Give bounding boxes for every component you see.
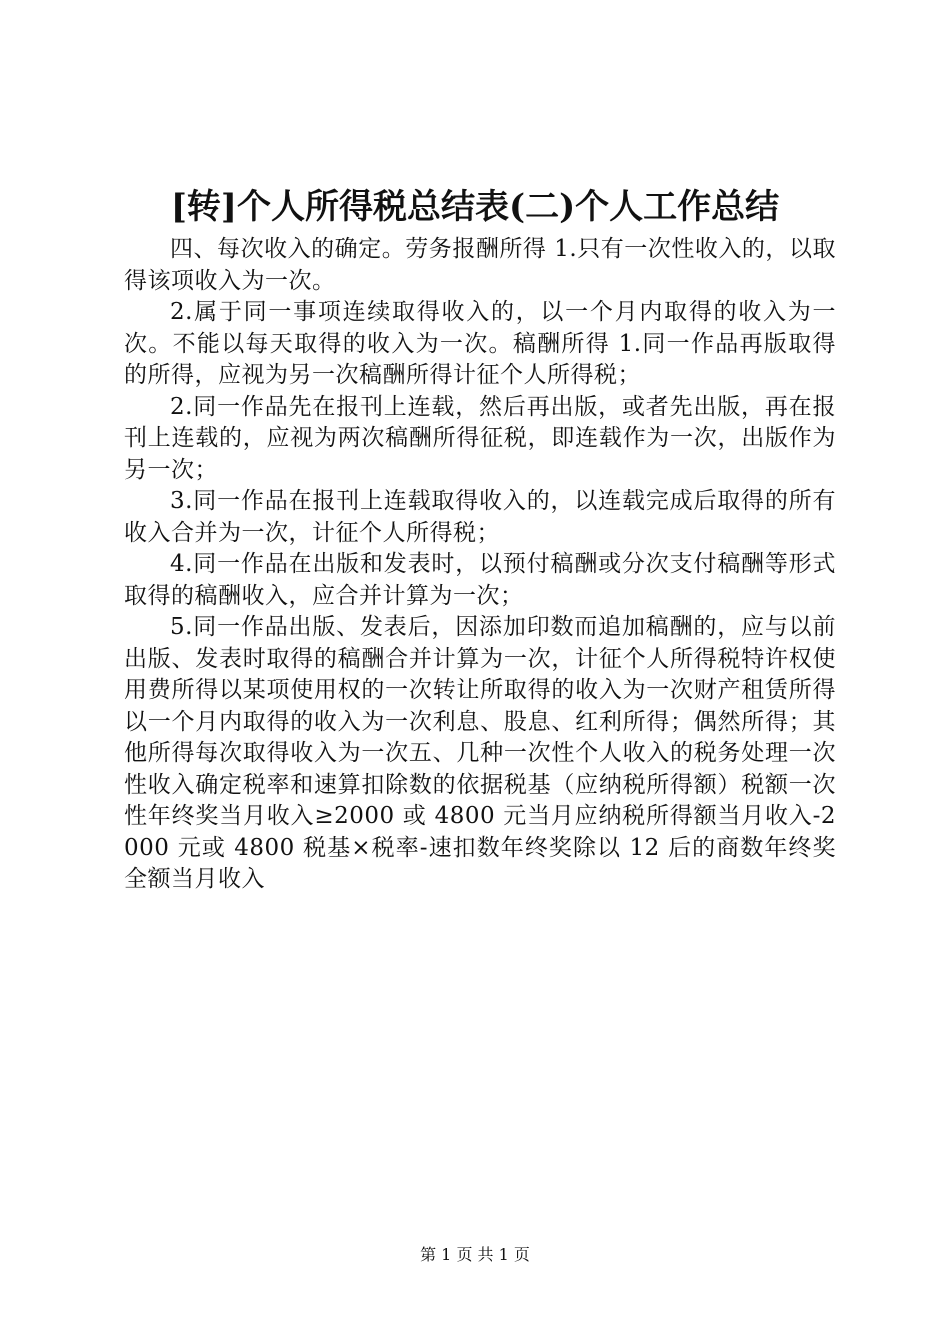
- paragraph: 四、每次收入的确定。劳务报酬所得 1.只有一次性收入的，以取得该项收入为一次。: [124, 236, 836, 294]
- page-footer: 第 1 页 共 1 页: [420, 1245, 530, 1264]
- paragraph: 5.同一作品出版、发表后，因添加印数而追加稿酬的，应与以前出版、发表时取得的稿酬合并计算为一次，计征个人所得税特许权使用费所得以某项使用权的一次转让所取得的收入为一次财产租赁所得以一个月内取得的收入为一次利息、股息、红利所得；偶然所得；其他所得每次取得收入为一次五、几种一次性个人收入的税务处理一次性收入确定税率和速算扣除数的依据税基（应纳税所得额）税额一次性年终奖当月收入≥2000 或 4800 元当月应纳税所得额当月收入-2000 元或 4800 税基×税率-速扣数年终奖除以 12 后的商数年终奖全额当月收入: [124, 614, 836, 892]
- paragraph: 4.同一作品在出版和发表时，以预付稿酬或分次支付稿酬等形式取得的稿酬收入，应合并计算为一次；: [124, 551, 836, 609]
- paragraph: 3.同一作品在报刊上连载取得收入的，以连载完成后取得的所有收入合并为一次，计征个人所得税；: [124, 488, 836, 546]
- document-title: [转]个人所得税总结表(二)个人工作总结: [170, 187, 780, 227]
- paragraph: 2.属于同一事项连续取得收入的，以一个月内取得的收入为一次。不能以每天取得的收入为一次。稿酬所得 1.同一作品再版取得的所得，应视为另一次稿酬所得计征个人所得税；: [124, 299, 836, 388]
- paragraph: 2.同一作品先在报刊上连载，然后再出版，或者先出版，再在报刊上连载的，应视为两次稿酬所得征税，即连载作为一次，出版作为另一次；: [124, 393, 836, 483]
- document-body: [124, 234, 836, 896]
